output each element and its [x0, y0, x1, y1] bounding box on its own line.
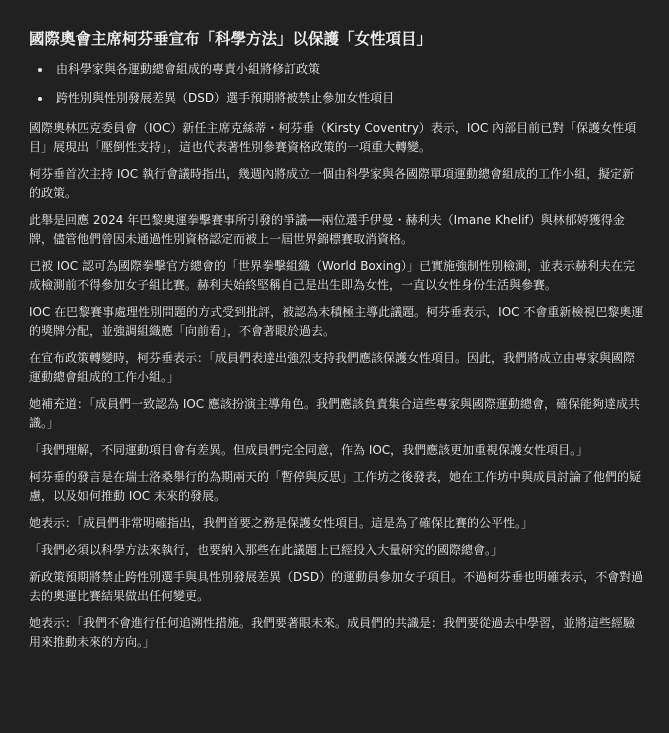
bullet-item: 跨性別與性別發展差異（DSD）選手預期將被禁止參加女性項目 — [29, 90, 645, 107]
paragraph: 她表示：「成員們非常明確指出，我們首要之務是保護女性項目。這是為了確保比賽的公平性。」 — [29, 516, 534, 530]
paragraph: 在宣布政策轉變時，柯芬垂表示：「成員們表達出強烈支持我們應該保護女性項目。因此，我們將成立由專家與國際運動總會組成的工作小組。」 — [29, 351, 636, 384]
paragraph: 此舉是回應 2024 年巴黎奧運拳擊賽事所引發的爭議──兩位選手伊曼・赫利夫（Imane Khelif）與林郁婷獲得金牌，儘管他們曾因未通過性別資格認定而被上一屆世界錦標賽取消資格。 — [29, 213, 625, 246]
paragraph: 柯芬垂首次主持 IOC 執行會議時指出，幾週內將成立一個由科學家與各國際單項運動總會組成的工作小組，擬定新的政策。 — [29, 167, 634, 200]
paragraph: 新政策預期將禁止跨性別選手與具性別發展差異（DSD）的運動員參加女子項目。不過柯芬垂也明確表示，不會對過去的奧運比賽結果做出任何變更。 — [29, 570, 644, 603]
paragraph: 她補充道：「成員們一致認為 IOC 應該扮演主導角色。我們應該負責集合這些專家與國際運動總會，確保能夠達成共識。」 — [29, 397, 640, 430]
paragraph: 「我們必須以科學方法來執行，也要納入那些在此議題上已經投入大量研究的國際總會。」 — [29, 543, 504, 557]
summary-bullets — [29, 61, 645, 107]
paragraph: IOC 在巴黎賽事處理性別問題的方式受到批評，被認為未積極主導此議題。柯芬垂表示，IOC 不會重新檢視巴黎奧運的獎牌分配，並強調組織應「向前看」，不會著眼於過去。 — [29, 305, 644, 338]
article-title: 國際奧會主席柯芬垂宣布「科學方法」以保護「女性項目」 — [29, 30, 433, 48]
bullet-item: 由科學家與各運動總會組成的專責小組將修訂政策 — [29, 61, 645, 78]
paragraph: 她表示：「我們不會進行任何追溯性措施。我們要著眼未來。成員們的共識是：我們要從過去中學習，並將這些經驗用來推動未來的方向。」 — [29, 616, 636, 649]
paragraph: 國際奧林匹克委員會（IOC）新任主席克絲蒂・柯芬垂（Kirsty Coventry）表示，IOC 內部目前已對「保護女性項目」展現出「壓倒性支持」，這也代表著性別參賽資格政策的一項重大轉變。 — [29, 121, 637, 154]
paragraph: 已被 IOC 認可為國際拳擊官方總會的「世界拳擊組織（World Boxing）」已實施強制性別檢測，並表示赫利夫在完成檢測前不得參加女子組比賽。赫利夫始終堅稱自己是出生即為女性，一直以女性身份生活與參賽。 — [29, 259, 636, 292]
paragraph: 「我們理解，不同運動項目會有差異。但成員們完全同意，作為 IOC，我們應該更加重視保護女性項目。」 — [29, 443, 589, 457]
paragraph: 柯芬垂的發言是在瑞士洛桑舉行的為期兩天的「暫停與反思」工作坊之後發表，她在工作坊中與成員討論了他們的疑慮，以及如何推動 IOC 未來的發展。 — [29, 470, 642, 503]
